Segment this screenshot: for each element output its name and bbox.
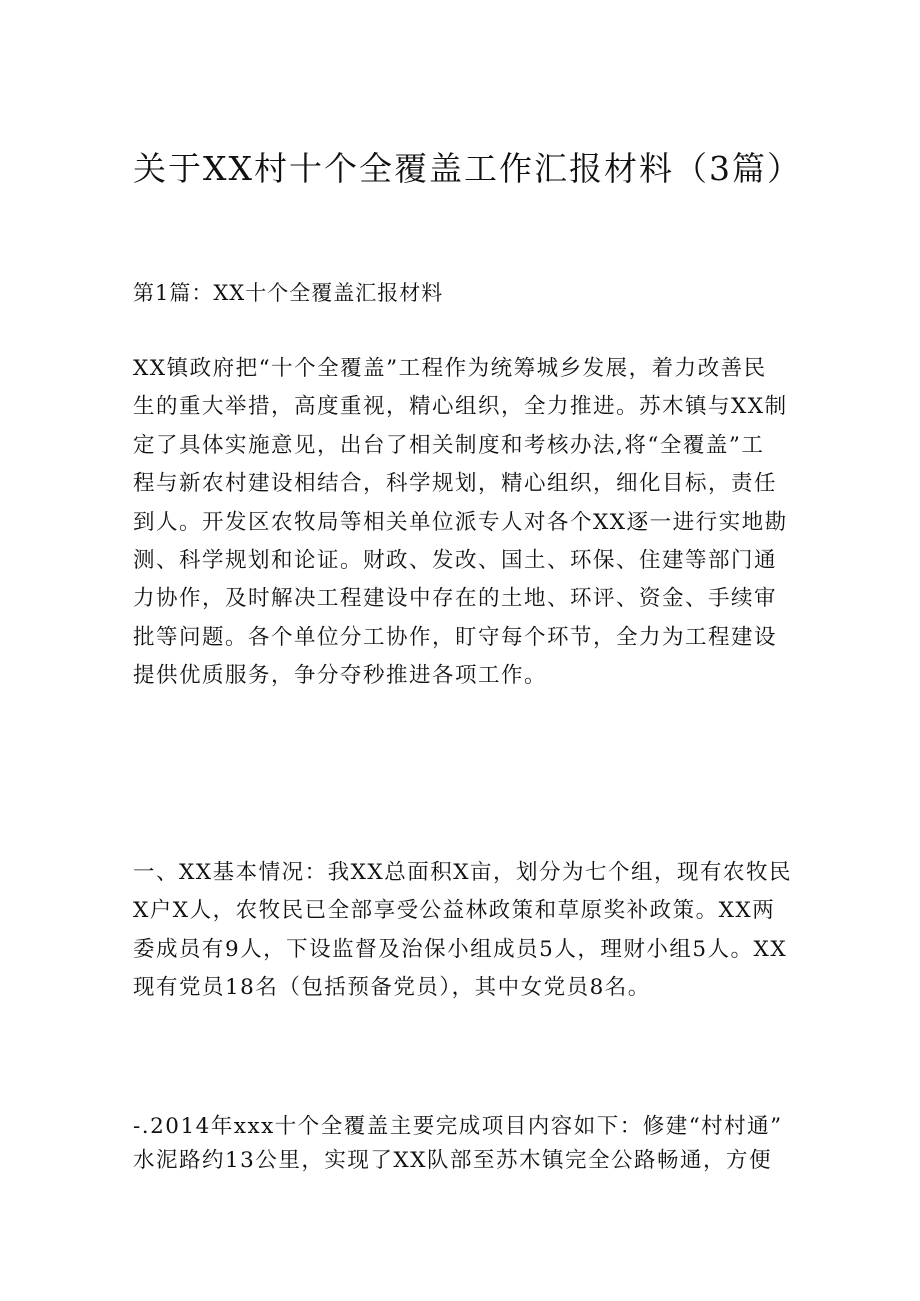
document-title: 关于XX村十个全覆盖工作汇报材料（3篇）: [133, 149, 802, 188]
text-line: 水泥路约13公里，实现了XX队部至苏木镇完全公路畅通，方便: [133, 1148, 772, 1173]
section-heading: 第1篇：XX十个全覆盖汇报材料: [133, 281, 444, 305]
text-line: 批等问题。各个单位分工协作，盯守每个环节，全力为工程建设: [133, 624, 778, 650]
text-line: 程与新农村建设相结合，科学规划，精心组织，细化目标，责任: [133, 471, 778, 497]
text-line: -.2014年xxx十个全覆盖主要完成项目内容如下：修建“村村通”: [133, 1114, 783, 1139]
text-line: 委成员有9人，下设监督及治保小组成员5人，理财小组5人。XX: [133, 936, 788, 962]
text-line: X户X人，农牧民已全部享受公益林政策和草原奖补政策。XX两: [133, 898, 776, 924]
text-line: 提供优质服务，争分夺秒推进各项工作。: [133, 663, 548, 689]
text-line: 一、XX基本情况：我XX总面积X亩，划分为七个组，现有农牧民: [133, 860, 793, 885]
text-line: 定了具体实施意见，出台了相关制度和考核办法,将“全覆盖”工: [133, 432, 765, 458]
text-line: XX镇政府把“十个全覆盖”工程作为统筹城乡发展，着力改善民: [133, 356, 767, 381]
paragraph-projects-2014: [133, 1110, 793, 1178]
text-line: 测、科学规划和论证。财政、发改、国土、环保、住建等部门通: [133, 547, 778, 573]
text-line: 生的重大举措，高度重视，精心组织，全力推进。苏木镇与XX制: [133, 394, 788, 420]
paragraph-intro: [133, 350, 793, 696]
text-line: 力协作，及时解决工程建设中存在的土地、环评、资金、手续审: [133, 586, 778, 612]
text-line: 到人。开发区农牧局等相关单位派专人对各个XX逐一进行实地勘: [133, 509, 788, 535]
text-line: 现有党员18名（包括预备党员），其中女党员8名。: [133, 975, 651, 1001]
paragraph-basic-info: [133, 854, 793, 1008]
